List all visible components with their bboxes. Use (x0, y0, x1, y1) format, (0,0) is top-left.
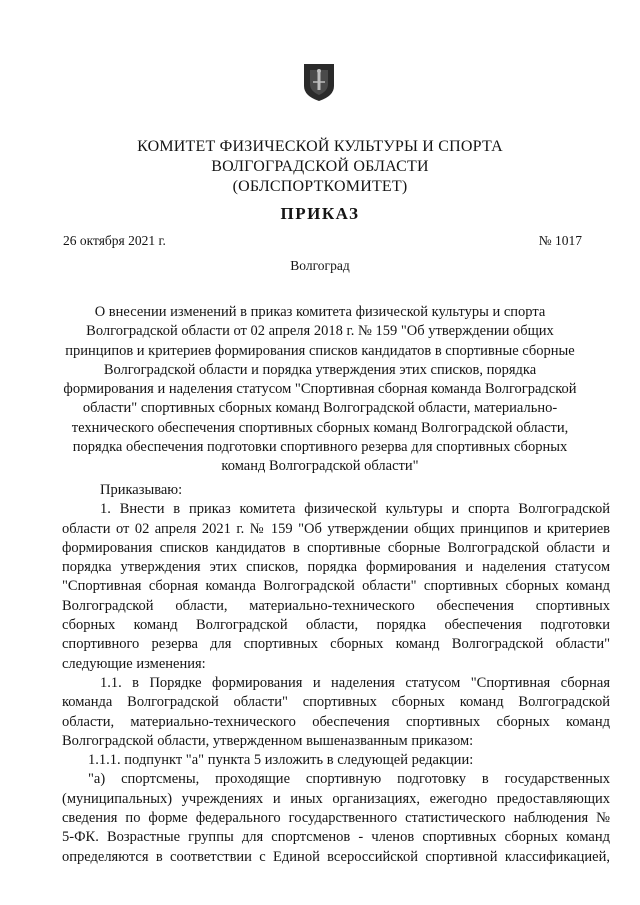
paragraph-1-line: спортивного резерва для спортивных сборных команд Волгоградской области" (62, 636, 610, 653)
document-type-title: ПРИКАЗ (280, 204, 360, 223)
subparagraph-a-line: (муниципальных) учреждениях и иных организациях, ежегодно предоставляющих (62, 790, 610, 807)
paragraph-1-line: формирования списков кандидатов в спортивные сборные Волгоградской области и (62, 539, 610, 556)
subject-line: формирования и наделения статусом "Спортивная сборная команда Волгоградской (63, 381, 577, 398)
subparagraph-a-line: определяются в соответствии с Единой всероссийской спортивной классификацией, (62, 848, 610, 865)
subject-line: команд Волгоградской области" (221, 458, 419, 475)
paragraph-1-line: 1. Внести в приказ комитета физической культуры и спорта Волгоградской (100, 501, 610, 518)
subparagraph-a-line: 5-ФК. Возрастные группы для спортсменов - членов спортивных сборных команд (62, 829, 610, 846)
subparagraph-a-line: "а) спортсмены, проходящие спортивную подготовку в государственных (88, 771, 610, 788)
organization-name (0, 137, 640, 197)
subject-line: Волгоградской области и порядка утверждения этих списков, порядка (103, 361, 537, 378)
paragraph-1-line: порядка утверждения этих списков, порядка формирования и наделения статусом (62, 559, 610, 576)
subject-line: области" спортивных сборных команд Волгоградской области, материально- (82, 400, 558, 417)
paragraph-1-line: следующие изменения: (62, 655, 206, 672)
subject-line: Волгоградской области от 02 апреля 2018 г. № 159 "Об утверждении общих (86, 323, 554, 340)
paragraph-1-1-1: 1.1.1. подпункт "а" пункта 5 изложить в следующей редакции: (88, 752, 474, 769)
org-line: КОМИТЕТ ФИЗИЧЕСКОЙ КУЛЬТУРЫ И СПОРТА (137, 138, 503, 155)
subject-line: технического обеспечения спортивных сборных команд Волгоградской области, (71, 419, 569, 436)
coat-of-arms-emblem (302, 62, 336, 102)
paragraph-1-1-line: Волгоградской области, утвержденном вышеназванным приказом: (62, 732, 474, 749)
subject-line: принципов и критериев формирования списков кандидатов в спортивные сборные (65, 342, 575, 359)
paragraph-1-line: Волгоградской области, материально-технического обеспечения спортивных (62, 597, 610, 614)
paragraph-1-line: "Спортивная сборная команда Волгоградской области" спортивных сборных команд (62, 578, 610, 595)
paragraph-1-1-line: команда Волгоградской области" спортивных сборных команд Волгоградской (62, 694, 610, 711)
org-line: (ОБЛСПОРТКОМИТЕТ) (232, 178, 408, 195)
paragraph-1-1-line: области, материально-технического обеспечения спортивных сборных команд (62, 713, 610, 730)
document-city: Волгоград (290, 258, 350, 273)
document-subject (60, 303, 580, 477)
order-word: Приказываю: (100, 482, 183, 498)
paragraph-1-line: сборных команд Волгоградской области, порядка обеспечения подготовки (62, 617, 610, 634)
document-number: № 1017 (538, 233, 582, 248)
document-body (62, 481, 610, 867)
subparagraph-a-line: сведения по форме федерального государственного статистического наблюдения № (62, 810, 610, 827)
subject-line: порядка обеспечения подготовки спортивного резерва для спортивных сборных (72, 439, 568, 456)
org-line: ВОЛГОГРАДСКОЙ ОБЛАСТИ (211, 158, 429, 175)
paragraph-1-1-line: 1.1. в Порядке формирования и наделения статусом "Спортивная сборная (100, 674, 610, 691)
document-date: 26 октября 2021 г. (63, 233, 166, 248)
subject-line: О внесении изменений в приказ комитета физической культуры и спорта (94, 304, 546, 320)
paragraph-1-line: области от 02 апреля 2021 г. № 159 "Об утверждении общих принципов и критериев (62, 520, 610, 537)
